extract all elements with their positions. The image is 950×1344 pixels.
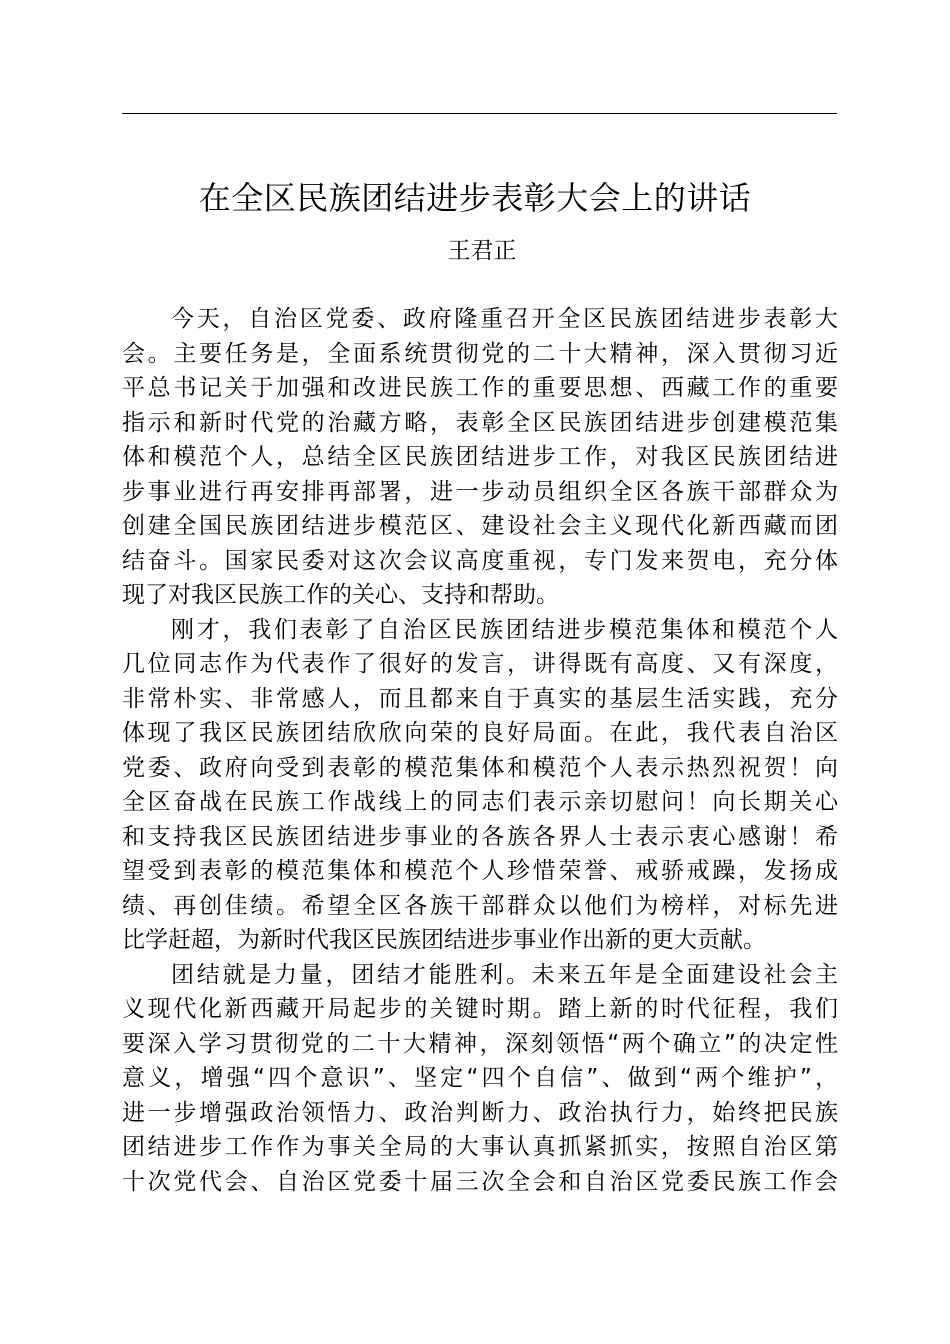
paragraph-3-line: 要深入学习贯彻党的二十大精神，深刻领悟“两个确立”的决定性 <box>122 1030 838 1057</box>
paragraph-2-line: 非常朴实、非常感人，而且都来自于真实的基层生活实践，充分 <box>122 685 838 712</box>
paragraph-3-line: 进一步增强政治领悟力、政治判断力、政治执行力，始终把民族 <box>122 1099 838 1126</box>
paragraph-1-line: 步事业进行再安排再部署，进一步动员组织全区各族干部群众为 <box>122 478 838 505</box>
paragraph-1-line: 创建全国民族团结进步模范区、建设社会主义现代化新西藏而团 <box>122 513 838 539</box>
paragraph-2-line: 党委、政府向受到表彰的模范集体和模范个人表示热烈祝贺！向 <box>122 754 838 781</box>
paragraph-1-line: 指示和新时代党的治藏方略，表彰全区民族团结进步创建模范集 <box>122 409 838 436</box>
paragraph-1-line: 体和模范个人，总结全区民族团结进步工作，对我区民族团结进 <box>122 444 838 470</box>
paragraph-2-line: 绩、再创佳绩。希望全区各族干部群众以他们为榜样，对标先进 <box>122 892 838 919</box>
paragraph-2-line: 望受到表彰的模范集体和模范个人珍惜荣誉、戒骄戒躁，发扬成 <box>122 858 838 884</box>
paragraph-3-line: 意义，增强“四个意识”、坚定“四个自信”、做到“两个维护”， <box>122 1065 838 1091</box>
document-body <box>122 302 838 1199</box>
paragraph-2-line: 全区奋战在民族工作战线上的同志们表示亲切慰问！向长期关心 <box>122 789 838 815</box>
header-rule <box>122 113 837 114</box>
paragraph-3-line: 团结就是力量，团结才能胜利。未来五年是全面建设社会主 <box>171 961 838 988</box>
paragraph-1-line: 现了对我区民族工作的关心、支持和帮助。 <box>122 582 559 608</box>
paragraph-3-line: 义现代化新西藏开局起步的关键时期。踏上新的时代征程，我们 <box>122 996 838 1022</box>
document-title: 在全区民族团结进步表彰大会上的讲话 <box>198 179 752 217</box>
paragraph-2-line: 几位同志作为代表作了很好的发言，讲得既有高度、又有深度， <box>122 651 838 677</box>
paragraph-1-line: 今天，自治区党委、政府隆重召开全区民族团结进步表彰大 <box>171 306 838 332</box>
document-author: 王君正 <box>447 238 517 264</box>
paragraph-1-line: 平总书记关于加强和改进民族工作的重要思想、西藏工作的重要 <box>122 375 838 401</box>
paragraph-2-line: 刚才，我们表彰了自治区民族团结进步模范集体和模范个人 <box>171 616 838 643</box>
paragraph-2-line: 和支持我区民族团结进步事业的各族各界人士表示衷心感谢！希 <box>122 823 838 850</box>
paragraph-3-line: 十次党代会、自治区党委十届三次全会和自治区党委民族工作会 <box>122 1168 838 1195</box>
paragraph-2-line: 比学赶超，为新时代我区民族团结进步事业作出新的更大贡献。 <box>122 927 766 953</box>
paragraph-1-line: 会。主要任务是，全面系统贯彻党的二十大精神，深入贯彻习近 <box>122 340 838 367</box>
paragraph-2-line: 体现了我区民族团结欣欣向荣的良好局面。在此，我代表自治区 <box>122 720 838 746</box>
paragraph-1-line: 结奋斗。国家民委对这次会议高度重视，专门发来贺电，充分体 <box>122 547 838 574</box>
paragraph-3-line: 团结进步工作作为事关全局的大事认真抓紧抓实，按照自治区第 <box>122 1134 838 1160</box>
